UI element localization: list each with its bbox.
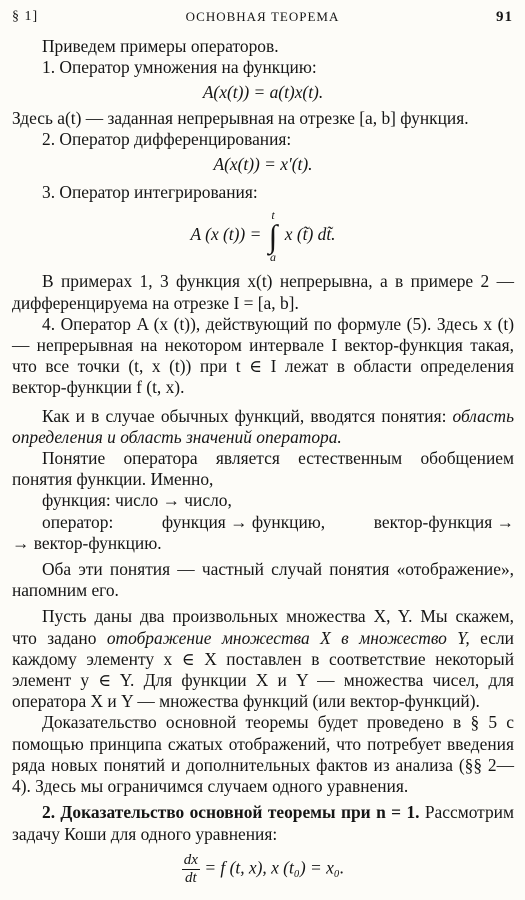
map-operator-continuation: → вектор-функцию. <box>12 532 162 553</box>
mapping-italic: отображение множества X в множество Y, <box>106 627 470 648</box>
running-title: ОСНОВНАЯ ТЕОРЕМА <box>185 9 340 24</box>
example-1-note: Здесь a(t) — заданная непрерывная на отрезке [a, b] функция. <box>12 107 469 128</box>
proof-note: Доказательство основной теоремы будет проведено в § 5 с помощью принципа сжатых отображений, что потребует введения ряда новых понятий и дополнительных фактов из анализа (§§ 2—4). Здесь мы ограничимся случаем одного уравнения. <box>12 712 514 797</box>
section-2-text: Рассмотрим задачу Коши для одного уравнения: <box>12 802 514 844</box>
mapping-text-1: Пусть даны два произвольных множества X, Y. Мы скажем, что задано <box>12 606 514 648</box>
fraction-numerator: dx <box>183 851 198 868</box>
formula-2-text: A(x(t)) = x′(t). <box>213 154 313 175</box>
fraction-denominator: dt <box>185 869 197 886</box>
section-marker: § 1] <box>12 9 39 24</box>
running-header <box>12 9 513 29</box>
examples-note: В примерах 1, 3 функция x(t) непрерывна, а в примере 2 — дифференцируема на отрезке I = [a, b]. <box>12 271 514 313</box>
page-number: 91 <box>496 9 513 25</box>
mapping-text-2: если каждому элементу x ∈ X поставлен в соответствие некоторый элемент y ∈ Y. Для функции X и Y — множества чисел, для оператора X и Y — множества функций (или вектор-функций). <box>12 627 514 712</box>
formula-3 <box>12 209 514 263</box>
example-1-heading: 1. Оператор умножения на функцию: <box>42 57 317 78</box>
special-case-paragraph: Оба эти понятия — частный случай понятия «отображение», напомним его. <box>12 559 514 601</box>
example-3-heading: 3. Оператор интегрирования: <box>42 182 258 203</box>
concepts-text: Как и в случае обычных функций, вводятся понятия: <box>42 405 453 426</box>
formula-1 <box>12 82 514 103</box>
formula-3-left: A (x (t)) = <box>190 224 262 245</box>
formula-2 <box>12 154 514 175</box>
example-2-heading: 2. Оператор дифференцирования: <box>42 128 292 149</box>
map-operator-vector: вектор-функция → <box>373 511 514 532</box>
map-operator-line <box>12 512 514 533</box>
cauchy-formula-rest: = f (t, x), x (t₀) = x₀. <box>204 857 345 878</box>
section-2-intro <box>12 802 514 844</box>
integral-upper-limit: t <box>271 208 275 223</box>
map-operator-label: оператор: <box>42 511 114 532</box>
integral-symbol: ∫ <box>268 218 278 255</box>
generalization-paragraph: Понятие оператора является естественным обобщением понятия функции. Именно, <box>12 448 514 490</box>
concepts-italic: область определения и область значений оператора. <box>12 405 514 447</box>
example-4: 4. Оператор A (x (t)), действующий по формуле (5). Здесь x (t) — непрерывная на некотором интервале I вектор-функция такая, что все точки (t, x (t)) при t ∈ I лежат в области определения вектор-функции f (t, x). <box>12 313 514 398</box>
section-2-heading: 2. Доказательство основной теоремы при n = 1. <box>42 802 420 823</box>
map-function-line: функция: число → число, <box>42 490 232 511</box>
formula-1-text: A(x(t)) = a(t)x(t). <box>202 82 324 103</box>
intro-line: Приведем примеры операторов. <box>42 36 279 56</box>
integral-lower-limit: a <box>270 250 277 265</box>
mapping-definition <box>12 606 514 712</box>
derivative-fraction <box>182 853 200 886</box>
integral-sign <box>269 209 278 263</box>
formula-3-integrand: x (t̃) dt̃. <box>284 224 336 245</box>
page-body <box>12 36 514 890</box>
map-operator-function: функция → функцию, <box>161 511 326 532</box>
concepts-paragraph <box>12 406 514 448</box>
cauchy-formula <box>12 853 514 886</box>
